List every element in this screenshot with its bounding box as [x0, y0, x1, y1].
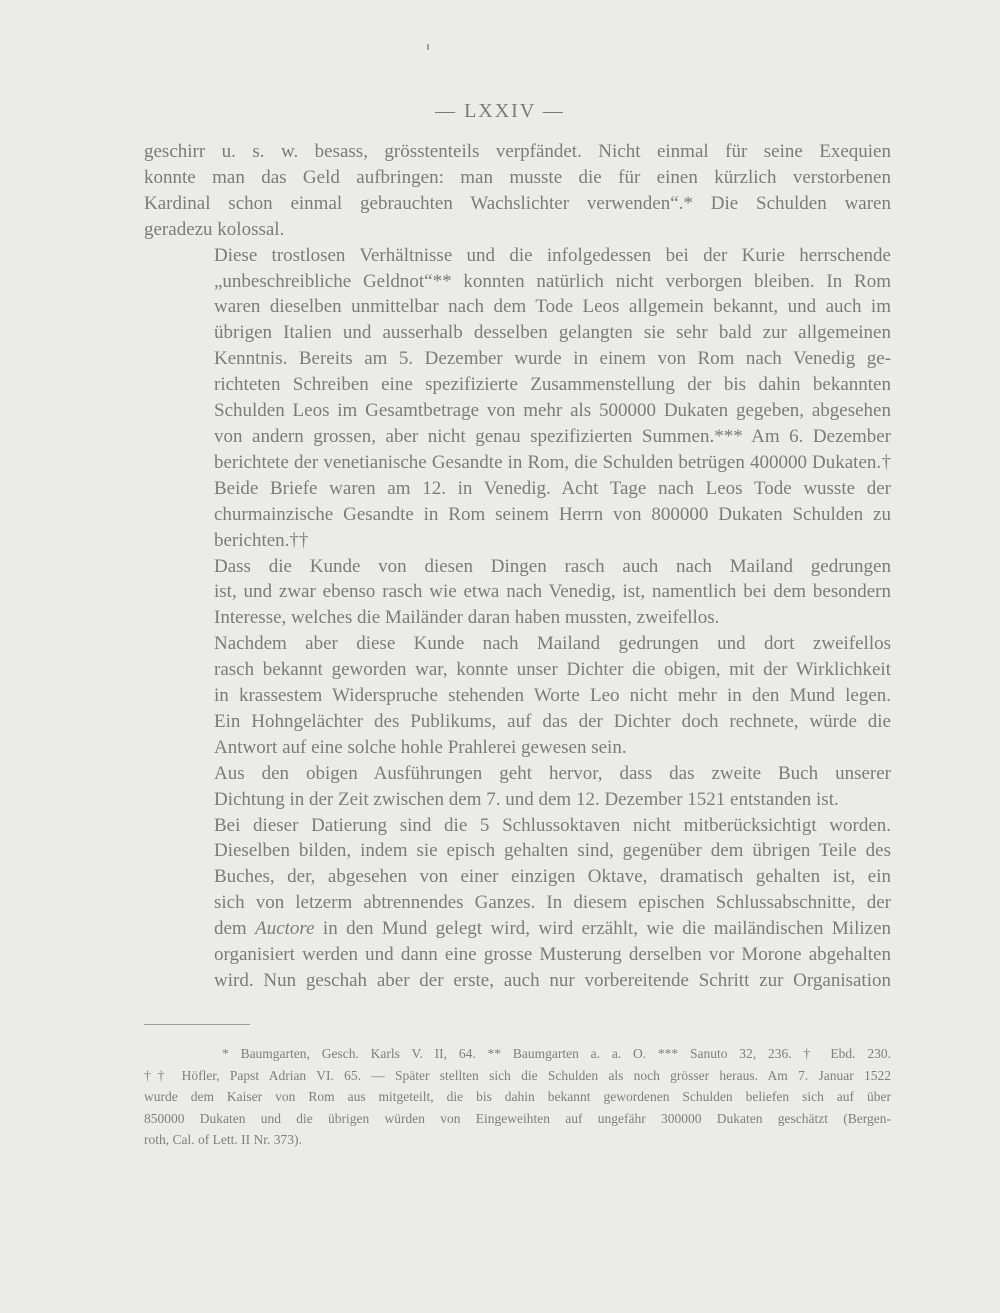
paragraph-3 — [144, 554, 891, 632]
footnote-line: wurde dem Kaiser von Rom aus mitgeteilt, die bis dahin bekannt gewordenen Schulden beliefen sich auf über — [144, 1089, 891, 1105]
text-line: waren dieselben unmittelbar nach dem Tode Leos allgemein bekannt, und auch im — [214, 296, 891, 318]
text-line: Bei dieser Datierung sind die 5 Schlussoktaven nicht mitberücksichtigt worden. — [214, 814, 891, 836]
text-line: Kardinal schon einmal gebrauchten Wachslichter verwenden“.* Die Schulden waren — [144, 192, 891, 214]
italic-term: Auctore — [255, 918, 315, 940]
text-line: in krassestem Widerspruche stehenden Worte Leo nicht mehr in den Mund legen. — [214, 685, 891, 707]
text-line: Dieselben bilden, indem sie episch gehalten sind, gegenüber dem übrigen Teile des — [214, 840, 891, 862]
text-line: geschirr u. s. w. besass, grösstenteils verpfändet. Nicht einmal für seine Exequien — [144, 141, 891, 162]
paragraph-5 — [144, 761, 891, 813]
footnote-line: roth, Cal. of Lett. II Nr. 373). — [144, 1132, 302, 1148]
text-line: übrigen Italien und ausserhalb desselben gelangten sie sehr bald zur allgemeinen — [214, 322, 891, 344]
footnotes — [144, 1043, 891, 1151]
text-line: Buches, der, abgesehen von einer einzigen Oktave, dramatisch gehalten ist, ein — [214, 866, 891, 888]
print-speck — [427, 44, 429, 50]
text-line: organisiert werden und dann eine grosse Musterung derselben vor Morone abgehalten — [214, 944, 891, 966]
text-line: berichtete der venetianische Gesandte in Rom, die Schulden betrügen 400000 Dukaten.† — [214, 451, 891, 473]
text-line: rasch bekannt geworden war, konnte unser Dichter die obigen, mit der Wirklichkeit — [214, 659, 891, 681]
text-line: churmainzische Gesandte in Rom seinem Herrn von 800000 Dukaten Schulden zu — [214, 503, 891, 525]
page-number: — LXXIV — — [435, 100, 565, 122]
paragraph-2 — [144, 243, 891, 554]
text-line: Beide Briefe waren am 12. in Venedig. Acht Tage nach Leos Tode wusste der — [214, 477, 891, 499]
text-line: wird. Nun geschah aber der erste, auch nur vorbereitende Schritt zur Organisation — [214, 970, 891, 991]
main-text — [144, 139, 891, 994]
text-line: ist, und zwar ebenso rasch wie etwa nach Venedig, ist, namentlich bei dem besondern — [214, 581, 891, 603]
text-line: Interesse, welches die Mailänder daran haben mussten, zweifellos. — [214, 607, 720, 629]
text-line: konnte man das Geld aufbringen: man musste die für einen kürzlich verstorbenen — [144, 166, 891, 188]
text-line: Kenntnis. Bereits am 5. Dezember wurde in einem von Rom nach Venedig ge- — [214, 348, 891, 370]
text-line: Antwort auf eine solche hohle Prahlerei gewesen sein. — [214, 736, 627, 758]
text-line: geradezu kolossal. — [144, 218, 285, 240]
text-line: „unbeschreibliche Geldnot“** konnten natürlich nicht verborgen bleiben. In Rom — [214, 270, 891, 292]
footnote-line: †† Höfler, Papst Adrian VI. 65. — Später stellten sich die Schulden als noch grösser heraus. Am 7. Januar 1522 — [144, 1067, 891, 1083]
paragraph-4 — [144, 631, 891, 761]
text-line: richteten Schreiben eine spezifizierte Zusammenstellung der bis dahin bekannten — [214, 374, 891, 396]
footnote-line: 850000 Dukaten und die übrigen würden von Eingeweihten auf ungefähr 300000 Dukaten geschätzt (Bergen- — [144, 1110, 891, 1126]
text-line: Dichtung in der Zeit zwischen dem 7. und dem 12. Dezember 1521 entstanden ist. — [214, 788, 839, 810]
text-line: dem Auctore in den Mund gelegt wird, wird erzählt, wie die mailändischen Milizen — [214, 918, 891, 940]
text-line: sich von letzerm abtrennendes Ganzes. In diesem epischen Schlussabschnitte, der — [214, 892, 891, 914]
text-line: Dass die Kunde von diesen Dingen rasch auch nach Mailand gedrungen — [214, 555, 891, 577]
paragraph-6 — [144, 813, 891, 994]
footnote-line: * Baumgarten, Gesch. Karls V. II, 64. ** Baumgarten a. a. O. *** Sanuto 32, 236. † Ebd. 230. — [222, 1046, 891, 1061]
footnote-divider — [144, 1024, 250, 1025]
text-line: Diese trostlosen Verhältnisse und die infolgedessen bei der Kurie herrschende — [214, 244, 891, 266]
text-line: Ein Hohngelächter des Publikums, auf das der Dichter doch rechnete, würde die — [214, 710, 891, 732]
text-line: Schulden Leos im Gesamtbetrage von mehr als 500000 Dukaten gegeben, abgesehen — [214, 400, 891, 422]
paragraph-1 — [144, 139, 891, 243]
text-line: von andern grossen, aber nicht genau spezifizierten Summen.*** Am 6. Dezember — [214, 425, 891, 447]
text-line: berichten.†† — [214, 529, 309, 551]
text-line: Aus den obigen Ausführungen geht hervor, dass das zweite Buch unserer — [214, 762, 891, 784]
text-line: Nachdem aber diese Kunde nach Mailand gedrungen und dort zweifellos — [214, 633, 891, 655]
